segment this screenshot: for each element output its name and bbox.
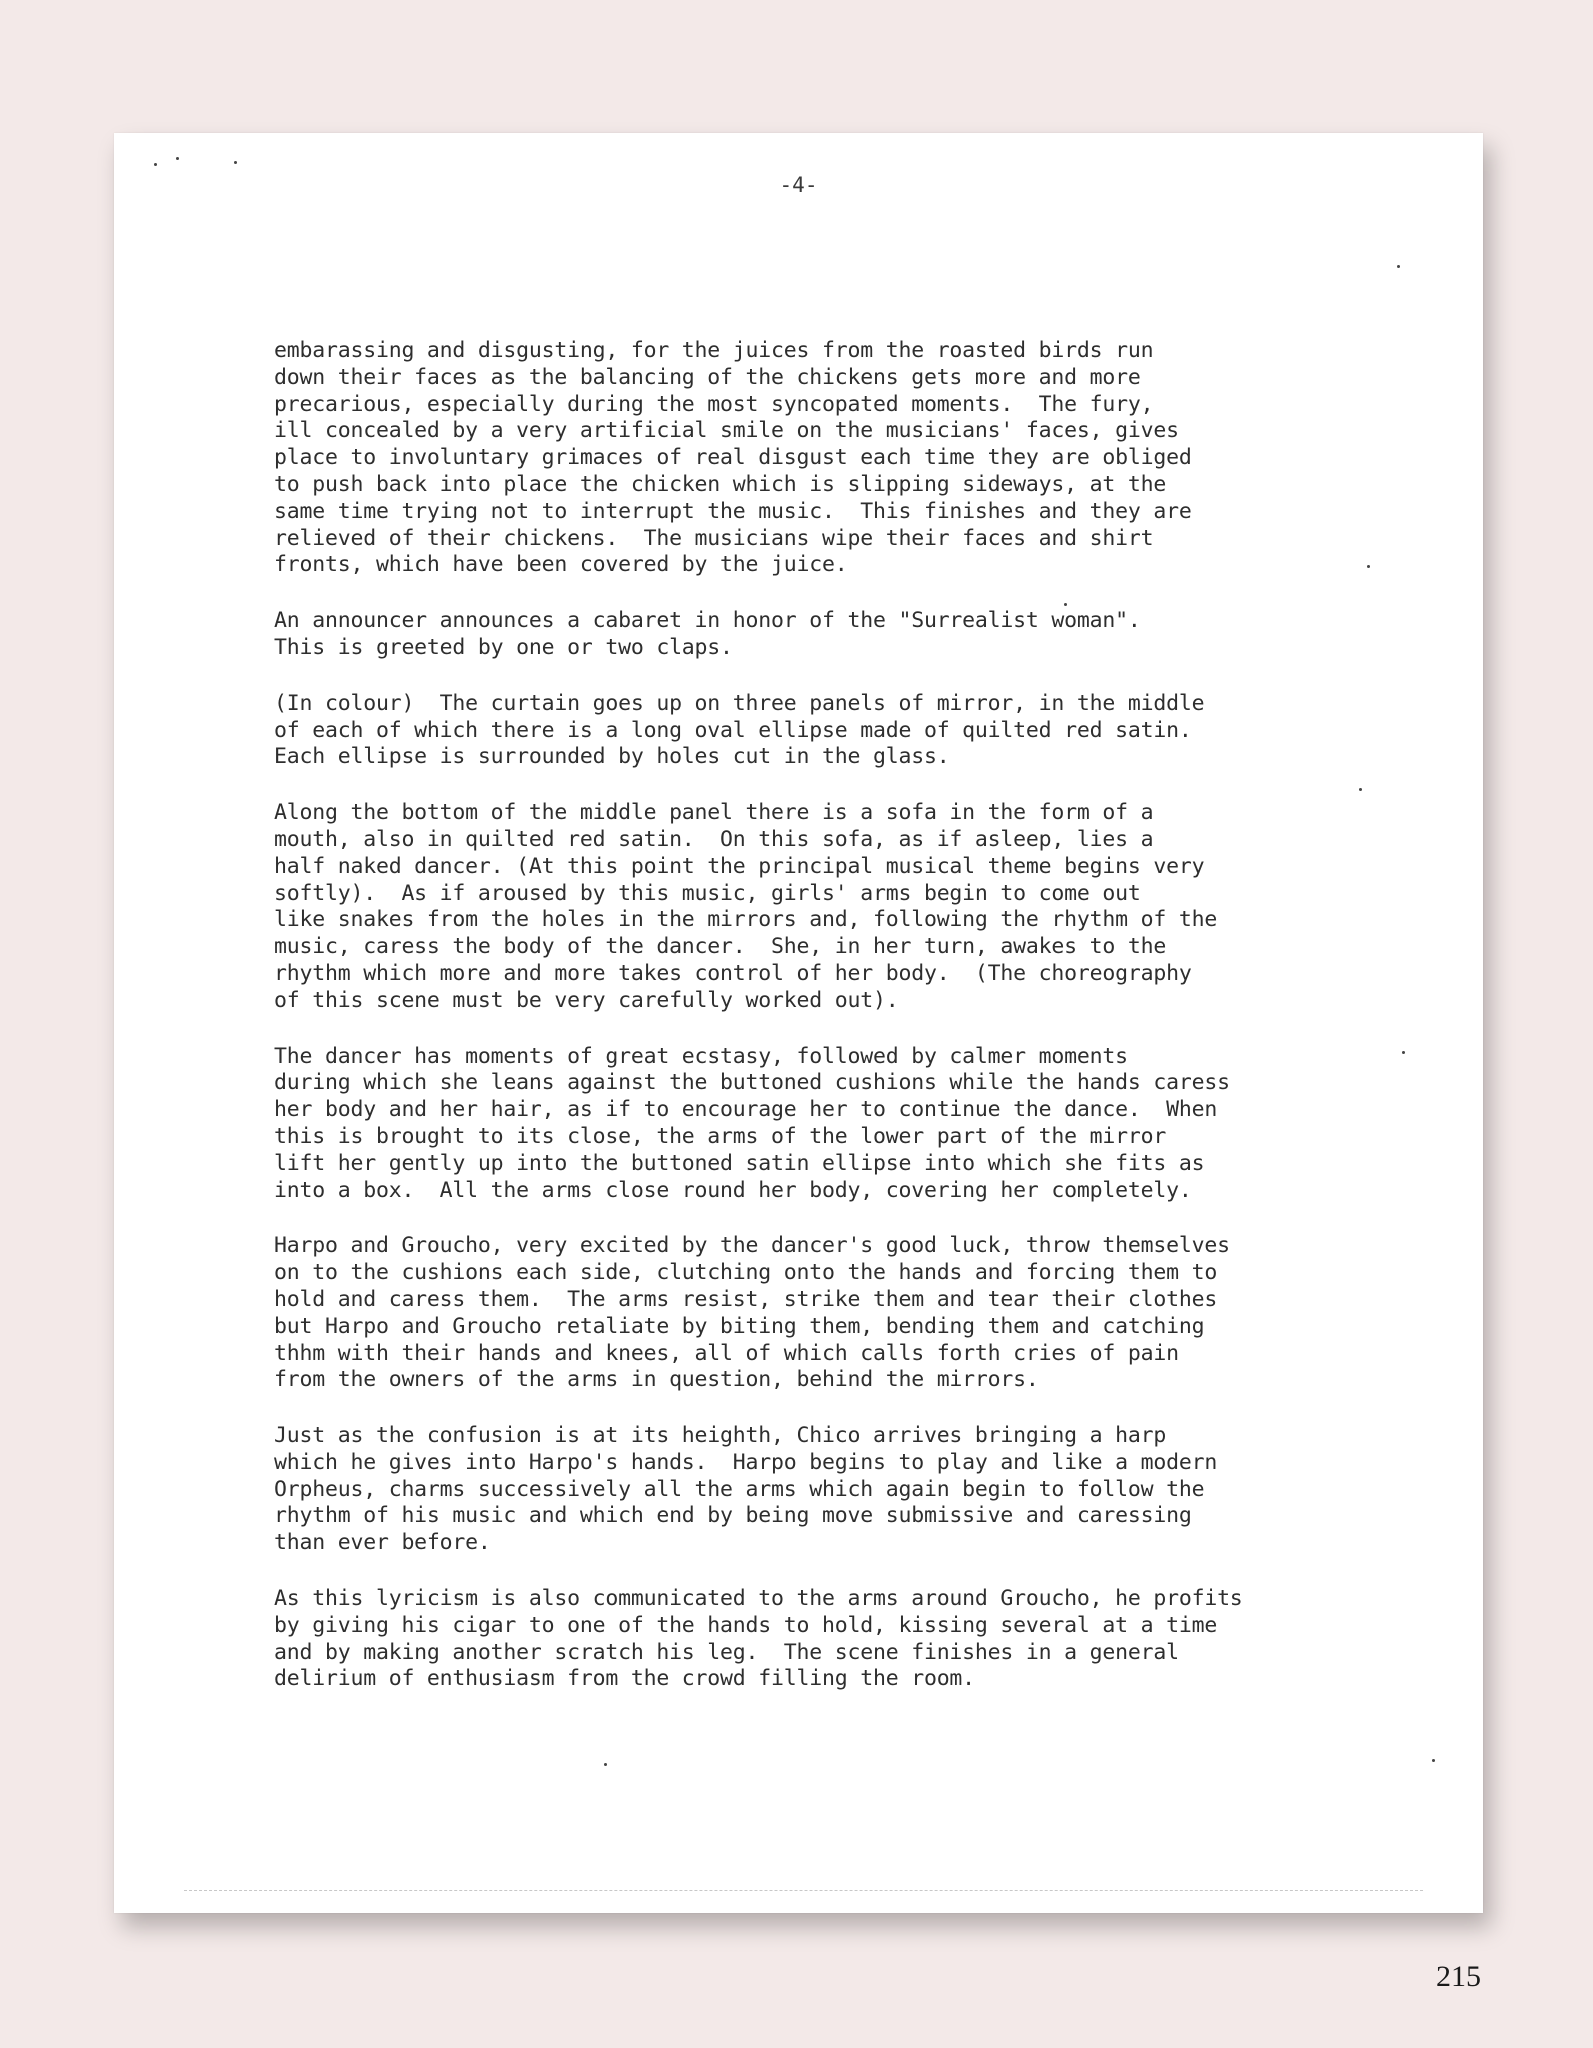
text-line: (In colour) The curtain goes up on three panels of mirror, in the middle [274, 690, 1205, 716]
scan-speck [154, 163, 157, 166]
scan-speck [176, 157, 179, 160]
text-line: into a box. All the arms close round her body, covering her completely. [274, 1177, 1192, 1203]
text-line: Just as the confusion is at its heighth, Chico arrives bringing a harp [274, 1423, 1167, 1449]
scan-speck [1064, 603, 1067, 606]
paragraph-sofa [274, 800, 1454, 1014]
text-line: The dancer has moments of great ecstasy, followed by calmer moments [274, 1043, 1128, 1069]
text-line: ill concealed by a very artificial smile on the musicians' faces, gives [274, 418, 1179, 444]
text-line: rhythm which more and more takes control of her body. (The choreography [274, 960, 1192, 986]
paragraph-chico-harp [274, 1423, 1454, 1557]
text-line: by giving his cigar to one of the hands to hold, kissing several at a time [274, 1612, 1218, 1638]
text-line: from the owners of the arms in question, behind the mirrors. [274, 1367, 1039, 1393]
text-line: during which she leans against the buttoned cushions while the hands caress [274, 1070, 1230, 1096]
text-line: place to involuntary grimaces of real disgust each time they are obliged [274, 445, 1192, 471]
paragraph-harpo-groucho [274, 1233, 1454, 1394]
paragraph-finale [274, 1586, 1454, 1693]
text-line: lift her gently up into the buttoned satin ellipse into which she fits as [274, 1150, 1205, 1176]
text-line: of this scene must be very carefully worked out). [274, 987, 899, 1013]
text-line: down their faces as the balancing of the chickens gets more and more [274, 364, 1141, 390]
text-line: rhythm of his music and which end by being move submissive and caressing [274, 1503, 1192, 1529]
text-line: mouth, also in quilted red satin. On this sofa, as if asleep, lies a [274, 826, 1154, 852]
text-line: softly). As if aroused by this music, girls' arms begin to come out [274, 880, 1141, 906]
scan-speck [234, 161, 237, 164]
paragraph-dancer [274, 1044, 1454, 1205]
text-line: Along the bottom of the middle panel there is a sofa in the form of a [274, 800, 1154, 826]
text-line: Orpheus, charms successively all the arms which again begin to follow the [274, 1476, 1205, 1502]
text-line: her body and her hair, as if to encourage her to continue the dance. When [274, 1097, 1218, 1123]
typescript-page [114, 133, 1483, 1913]
scan-speck [1359, 788, 1362, 791]
text-line: hold and caress them. The arms resist, strike them and tear their clothes [274, 1286, 1218, 1312]
scan-speck [1432, 1759, 1435, 1762]
text-line: of each of which there is a long oval ellipse made of quilted red satin. [274, 717, 1192, 743]
text-line: to push back into place the chicken which is slipping sideways, at the [274, 471, 1167, 497]
scan-edge-line [184, 1890, 1423, 1891]
text-line: As this lyricism is also communicated to the arms around Groucho, he profits [274, 1586, 1243, 1612]
text-line: delirium of enthusiasm from the crowd filling the room. [274, 1666, 975, 1692]
text-line: which he gives into Harpo's hands. Harpo begins to play and like a modern [274, 1449, 1218, 1475]
text-line: same time trying not to interrupt the music. This finishes and they are [274, 498, 1192, 524]
text-line: Each ellipse is surrounded by holes cut in the glass. [274, 744, 950, 770]
typescript-body [274, 338, 1454, 1722]
text-line: This is greeted by one or two claps. [274, 634, 733, 660]
paragraph-announcer [274, 608, 1454, 662]
text-line: fronts, which have been covered by the juice. [274, 552, 848, 578]
text-line: thhm with their hands and knees, all of which calls forth cries of pain [274, 1340, 1179, 1366]
paragraph-chicken-scene [274, 338, 1454, 579]
scan-speck [1397, 265, 1400, 268]
text-line: this is brought to its close, the arms of the lower part of the mirror [274, 1123, 1167, 1149]
scan-speck [604, 1763, 607, 1766]
text-line: half naked dancer. (At this point the principal musical theme begins very [274, 853, 1205, 879]
text-line: and by making another scratch his leg. The scene finishes in a general [274, 1639, 1179, 1665]
text-line: Harpo and Groucho, very excited by the dancer's good luck, throw themselves [274, 1233, 1230, 1259]
text-line: like snakes from the holes in the mirrors and, following the rhythm of the [274, 907, 1218, 933]
text-line: embarassing and disgusting, for the juices from the roasted birds run [274, 338, 1154, 363]
text-line: music, caress the body of the dancer. She, in her turn, awakes to the [274, 934, 1167, 960]
text-line: relieved of their chickens. The musicians wipe their faces and shirt [274, 525, 1154, 551]
typescript-page-number: -4- [779, 173, 818, 197]
book-page-number: 215 [1436, 1960, 1481, 1993]
text-line: precarious, especially during the most syncopated moments. The fury, [274, 391, 1154, 417]
scan-speck [1367, 565, 1370, 568]
paragraph-curtain [274, 691, 1454, 771]
text-line: but Harpo and Groucho retaliate by biting them, bending them and catching [274, 1313, 1205, 1339]
text-line: than ever before. [274, 1530, 491, 1556]
text-line: An announcer announces a cabaret in honor of the "Surrealist woman". [274, 608, 1141, 634]
scan-speck [1402, 1051, 1405, 1054]
text-line: on to the cushions each side, clutching onto the hands and forcing them to [274, 1260, 1218, 1286]
